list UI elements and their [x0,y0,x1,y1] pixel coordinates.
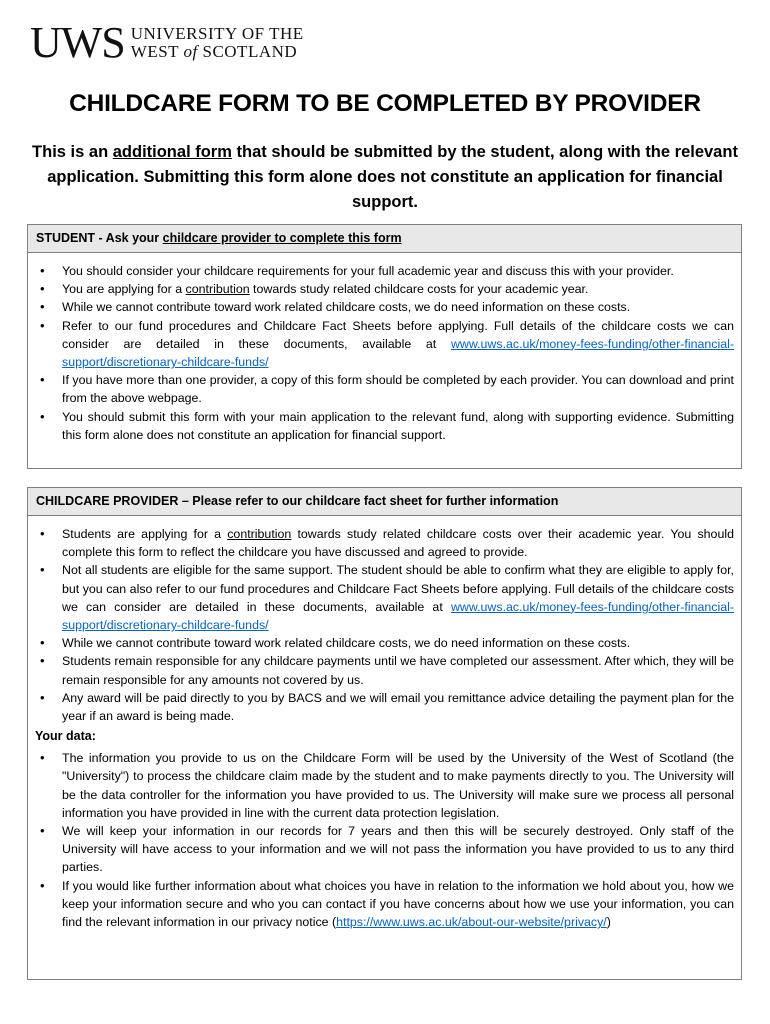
provider-bullet-list [28,516,741,725]
student-bullet-2 [28,280,741,298]
student-bullet-1: • You should consider your childcare requirements for your full academic year and discuss this with your provider. [28,262,741,280]
logo-line-1: UNIVERSITY OF THE [130,24,304,43]
student-section-heading [28,225,741,253]
intro-underlined: additional form [112,143,232,161]
student-bullet-6: • You should submit this form with your main application to the relevant fund, along with supporting evidence. Submitting this form alone does not constitute an application for financial support. [28,408,741,444]
provider-bullet-3: • While we cannot contribute toward work related childcare costs, we do need information on these costs. [28,634,741,652]
student-b2-pre: You are applying for a [62,282,186,297]
page-title: CHILDCARE FORM TO BE COMPLETED BY PROVIDER [69,90,701,117]
your-data-d3-post: ) [606,915,611,930]
student-b2-underlined: contribution [185,282,250,297]
provider-b1-pre: Students are applying for a [62,527,228,541]
provider-b1-underlined: contribution [227,527,292,541]
provider-section-heading: CHILDCARE PROVIDER – Please refer to our childcare fact sheet for further information [28,488,741,516]
student-heading-underlined: childcare provider to complete this form [162,231,402,245]
intro-pre: This is an [32,143,113,161]
provider-bullet-4: • Students remain responsible for any childcare payments until we have completed our assessment. After which, they will be remain responsible for any amounts not covered by us. [28,652,741,688]
logo-wordmark [131,25,304,61]
uws-logo [30,20,304,66]
your-data-d3-pre: If you would like further information about what choices you have in relation to the information we hold about you, how we keep your information secure and who you can contact if you have concerns about how we use your information, you can find the relevant information in our privacy notice ( [62,878,734,930]
provider-bullet-1 [28,525,741,561]
your-data-bullet-1: • The information you provide to us on the Childcare Form will be used by the University of the West of Scotland (the "University") to process the childcare claim made by the student and to make payments directly to you. The University will be the data controller for the information you have provided to us. The University will make sure we process all personal information you have provided in line with the current data protection legislation. [28,749,741,822]
logo-line-2-of: of [183,42,198,61]
student-bullet-3: • While we cannot contribute toward work related childcare costs, we do need information on these costs. [28,298,741,316]
student-bullet-4 [28,317,741,372]
student-b2-post: towards study related childcare costs for your academic year. [249,282,589,297]
logo-line-2 [131,42,297,61]
provider-childcare-funds-link[interactable]: www.uws.ac.uk/money-fees-funding/other-financial-support/discretionary-childcare-funds/ [62,599,734,633]
your-data-bullet-2: • We will keep your information in our records for 7 years and then this will be securely destroyed. Only staff of the University will have access to your information and we will not pass the information you have provided to us to any third parties. [28,822,741,877]
provider-b1-post: towards study related childcare costs over their academic year. You should complete this form to reflect the childcare you have discussed and agreed to provide. [62,527,734,560]
student-heading-pre: STUDENT - Ask your [36,231,163,245]
privacy-notice-link[interactable]: https://www.uws.ac.uk/about-our-website/privacy/ [336,915,607,930]
provider-bullet-5: • Any award will be paid directly to you by BACS and we will email you remittance advice detailing the payment plan for the year if an award is being made. [28,689,741,725]
provider-bullet-2 [28,561,741,634]
logo-line-2-pre: WEST [130,42,184,61]
provider-b2-pre: Not all students are eligible for the same support. The student should be able to confirm what they are eligible to apply for, but you can also refer to our fund procedures and Childcare Fact Sheets before applying. Full details of the childcare costs we can consider are detailed in these documents, available at [62,563,734,614]
student-bullet-5: • If you have more than one provider, a copy of this form should be completed by each provider. You can download and print from the above webpage. [28,371,741,407]
your-data-bullet-list [28,749,741,931]
student-section [27,224,742,469]
your-data-bullet-3 [28,877,741,932]
logo-line-2-post: SCOTLAND [197,42,298,61]
provider-section [27,487,742,980]
intro-paragraph [30,140,740,215]
student-b4-pre: Refer to our fund procedures and Childcare Fact Sheets before applying. Full details of the childcare costs we can consider are detailed in these documents, available at [62,318,734,351]
student-bullet-list [28,253,741,444]
student-childcare-funds-link[interactable]: www.uws.ac.uk/money-fees-funding/other-financial-support/discretionary-childcare-funds/ [62,336,734,370]
intro-post: that should be submitted by the student, along with the relevant application. Submitting this form alone does not constitute an application for financial support. [47,143,738,211]
your-data-heading: Your data: [35,729,96,744]
logo-mark: UWS [30,18,125,67]
